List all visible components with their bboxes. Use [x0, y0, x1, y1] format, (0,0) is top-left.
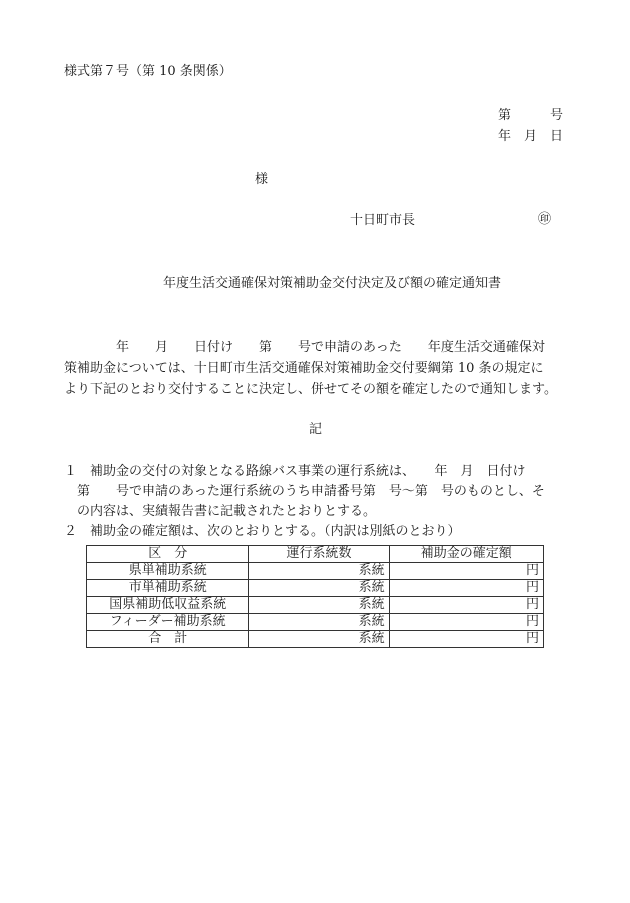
row-amount-unit: 円	[389, 563, 543, 580]
row-amount-unit: 円	[389, 614, 543, 631]
row-count-unit: 系統	[249, 597, 389, 614]
item-1-line: の内容は、実績報告書に記載されたとおりとする。	[64, 504, 377, 519]
body-line: より下記のとおり交付することに決定し、併せてその額を確定したので通知します。	[64, 382, 557, 397]
header-route-count: 運行系統数	[249, 546, 389, 563]
header-category: 区 分	[87, 546, 249, 563]
row-category: 県単補助系統	[87, 563, 249, 580]
table-total-row	[87, 631, 544, 648]
subsidy-table	[86, 545, 544, 648]
document-title: 年度生活交通確保対策補助金交付決定及び額の確定通知書	[163, 276, 502, 291]
seal-mark: ㊞	[538, 212, 552, 227]
header-amount: 補助金の確定額	[389, 546, 543, 563]
row-amount-unit: 円	[389, 580, 543, 597]
body-line: 年 月 日付け 第 号で申請のあった 年度生活交通確保対	[64, 340, 545, 355]
table-row	[87, 614, 544, 631]
row-count-unit: 系統	[249, 614, 389, 631]
body-line: 策補助金については、十日町市生活交通確保対策補助金交付要綱第 10 条の規定に	[64, 361, 544, 376]
form-label: 様式第７号（第 10 条関係）	[64, 64, 232, 79]
items-list	[64, 462, 584, 542]
table-row	[87, 580, 544, 597]
item-2-line: ２ 補助金の確定額は、次のとおりとする。（内訳は別紙のとおり）	[64, 524, 461, 539]
row-category: 市単補助系統	[87, 580, 249, 597]
row-count-unit: 系統	[249, 580, 389, 597]
table-row	[87, 597, 544, 614]
row-category: 国県補助低収益系統	[87, 597, 249, 614]
row-amount-unit: 円	[389, 597, 543, 614]
row-category: 合 計	[87, 631, 249, 648]
item-1-line: １ 補助金の交付の対象となる路線バス事業の運行系統は、 年 月 日付け	[64, 464, 526, 479]
row-count-unit: 系統	[249, 631, 389, 648]
item-1-line: 第 号で申請のあった運行系統のうち申請番号第 号～第 号のものとし、そ	[64, 484, 545, 499]
document-date: 年 月 日	[498, 129, 564, 144]
notice-body	[64, 337, 584, 400]
row-amount-unit: 円	[389, 631, 543, 648]
table-row	[87, 563, 544, 580]
issuer-name: 十日町市長	[350, 213, 416, 228]
document-number: 第 号	[498, 108, 564, 123]
row-category: フィーダー補助系統	[87, 614, 249, 631]
ki-heading: 記	[309, 422, 323, 437]
table-header-row	[87, 546, 544, 563]
row-count-unit: 系統	[249, 563, 389, 580]
recipient-honorific: 様	[255, 172, 269, 187]
